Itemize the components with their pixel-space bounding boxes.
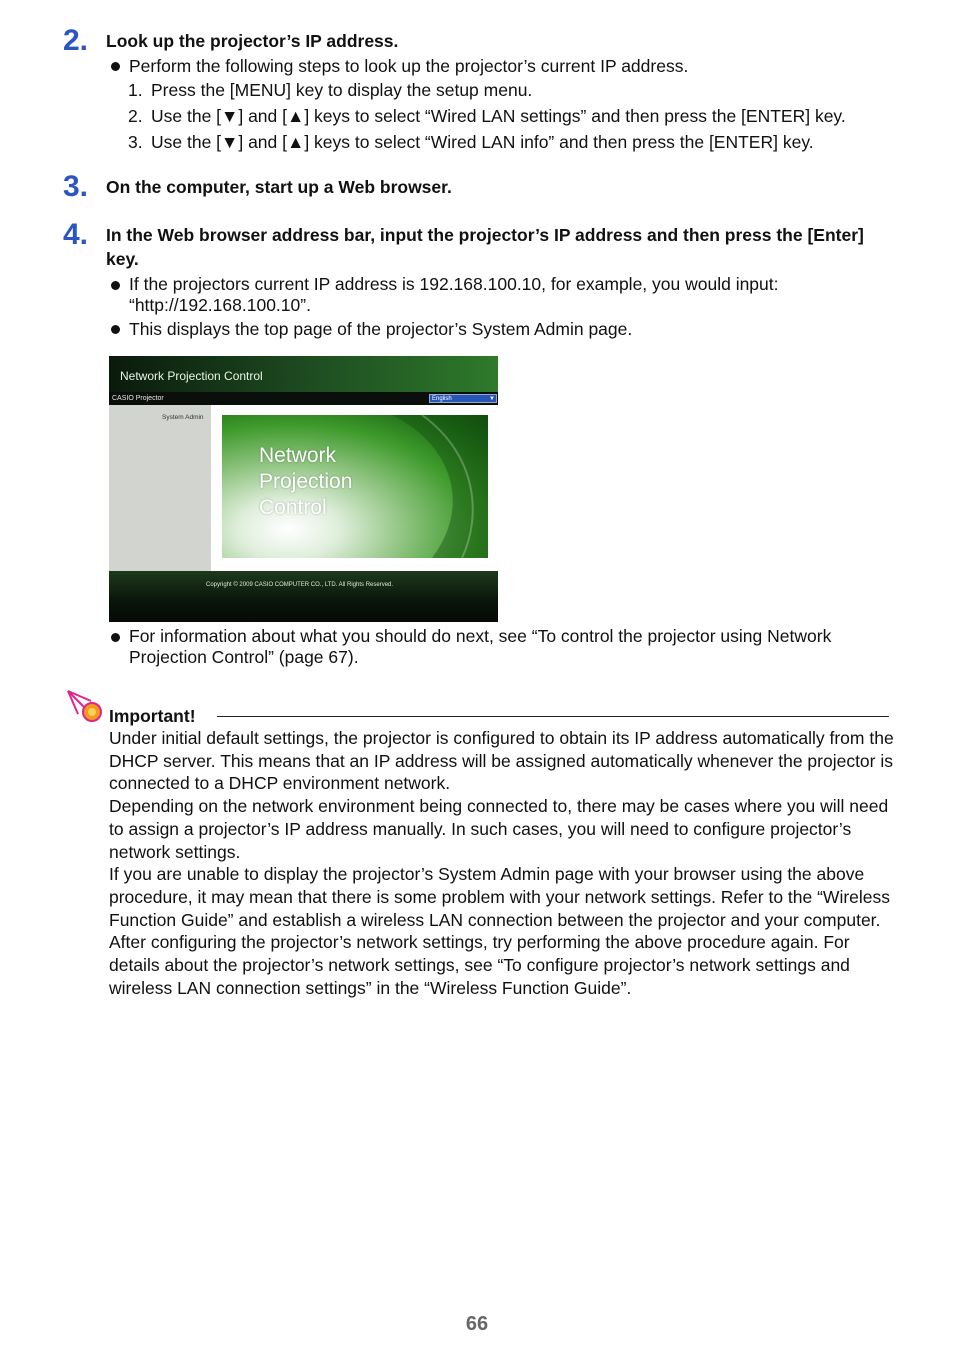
step-number: 4. (63, 218, 89, 251)
screenshot-header-title: Network Projection Control (120, 369, 263, 383)
step-title: On the computer, start up a Web browser. (106, 177, 452, 197)
screenshot-header (109, 356, 498, 392)
screenshot-subbar: CASIO Projector (109, 392, 498, 405)
important-paragraph: If you are unable to display the projector’s System Admin page with your browser using the above procedure, it may mean that there is some problem with your network settings. Refer to the “Wireless Function Guide” and establish a wireless LAN connection between the projector and your computer. After configuring the projector’s network settings, try performing the above procedure again. For details about the projector’s network settings, see “To configure projector’s network settings and wireless LAN connection settings” in the “Wireless Function Guide”. (109, 864, 891, 998)
chevron-down-icon: ▼ (489, 396, 495, 402)
bullet-icon (111, 633, 120, 642)
important-title: Important! (109, 706, 196, 726)
important-body (109, 727, 894, 999)
step-number: 3. (63, 170, 89, 203)
important-paragraph: Depending on the network environment being connected to, there may be cases where you will need to assign a projector’s IP address manually. In such cases, you will need to configure projector’s network settings. (109, 796, 889, 862)
bullet-icon (111, 325, 120, 334)
page-number: 66 (465, 1313, 489, 1335)
important-icon (65, 688, 105, 724)
bullet-icon (111, 62, 120, 71)
step-title: Look up the projector’s IP address. (106, 31, 399, 51)
sidebar-item-system-admin: System Admin (162, 414, 204, 421)
system-admin-screenshot (109, 356, 498, 622)
language-select: English ▼ (429, 394, 497, 403)
screenshot-footer: Copyright © 2009 CASIO COMPUTER CO., LTD. All Rights Reserved. (109, 571, 498, 622)
important-paragraph: Under initial default settings, the projector is configured to obtain its IP address automatically from the DHCP server. This means that an IP address will be assigned automatically whenever the projector is connected to a DHCP environment network. (109, 728, 894, 794)
screenshot-banner (222, 415, 488, 558)
step-number: 2. (63, 24, 89, 57)
screenshot-sidebar (109, 405, 211, 571)
important-divider (217, 716, 889, 717)
step-title: In the Web browser address bar, input the projector’s IP address and then press the [Enter] key. (106, 225, 864, 269)
bullet-icon (111, 281, 120, 290)
banner-text: Network Projection Control (259, 444, 353, 519)
